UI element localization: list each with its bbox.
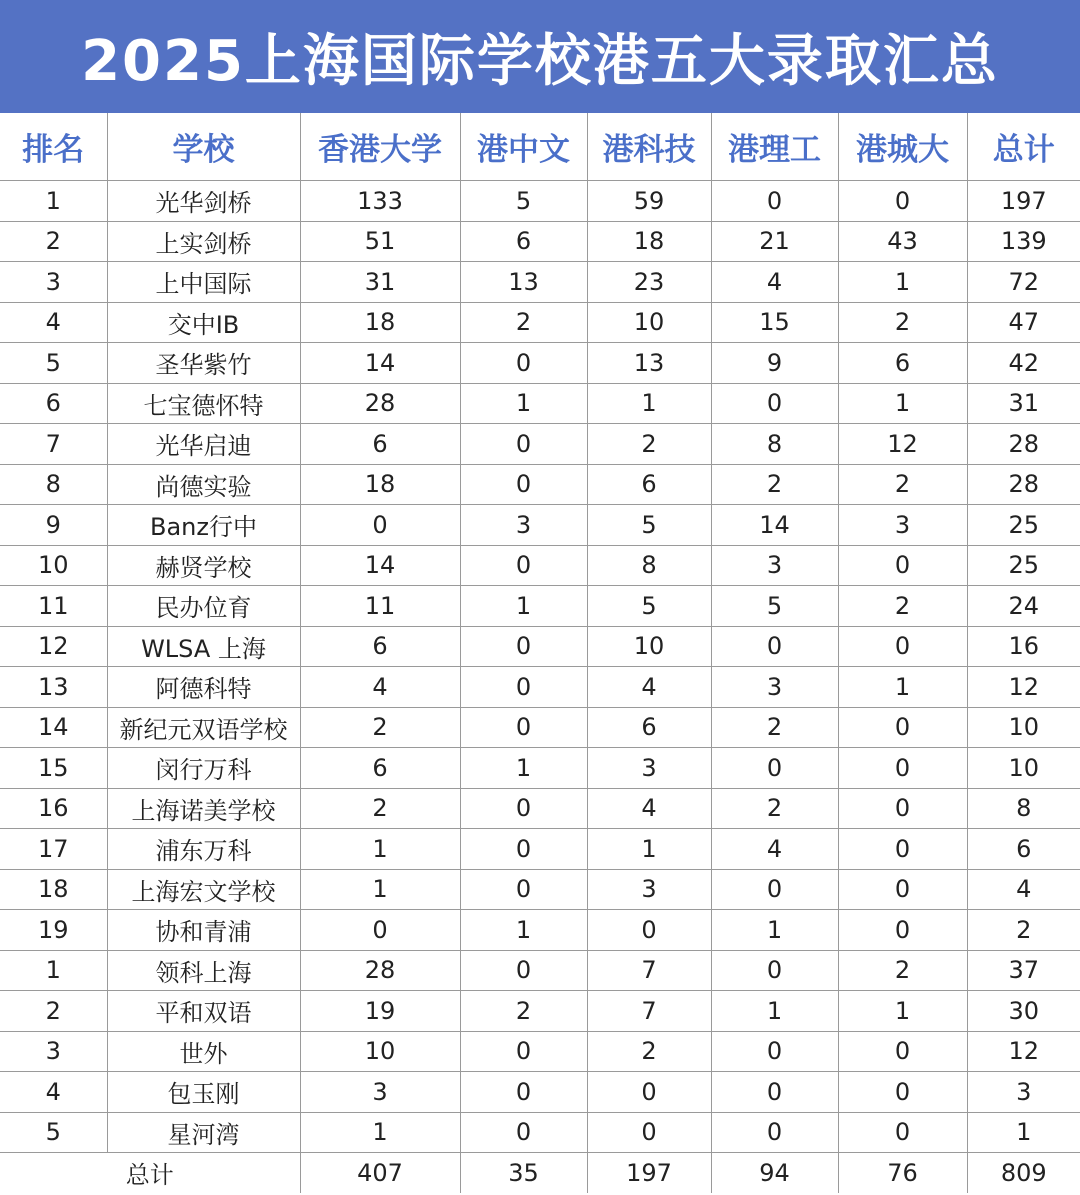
rank-cell: 18 — [0, 869, 107, 910]
value-cell: 28 — [967, 424, 1080, 465]
value-cell: 8 — [967, 788, 1080, 829]
table-row — [0, 383, 1080, 424]
value-cell: 10 — [587, 302, 711, 343]
value-cell: 0 — [460, 667, 587, 708]
value-cell: 0 — [838, 1072, 967, 1113]
school-cell: 光华启迪 — [107, 424, 300, 465]
value-cell: 0 — [838, 748, 967, 789]
value-cell: 10 — [587, 626, 711, 667]
value-cell: 4 — [711, 829, 838, 870]
rank-cell: 6 — [0, 383, 107, 424]
table-row — [0, 424, 1080, 465]
value-cell: 4 — [300, 667, 460, 708]
value-cell: 5 — [460, 181, 587, 222]
rank-cell: 17 — [0, 829, 107, 870]
column-header: 香港大学 — [300, 113, 460, 181]
value-cell: 14 — [300, 545, 460, 586]
school-cell: 协和青浦 — [107, 910, 300, 951]
column-header: 排名 — [0, 113, 107, 181]
value-cell: 133 — [300, 181, 460, 222]
value-cell: 0 — [838, 1031, 967, 1072]
value-cell: 37 — [967, 950, 1080, 991]
rank-cell: 4 — [0, 302, 107, 343]
school-cell: WLSA 上海 — [107, 626, 300, 667]
table-row — [0, 545, 1080, 586]
value-cell: 28 — [300, 383, 460, 424]
value-cell: 2 — [711, 464, 838, 505]
value-cell: 2 — [460, 302, 587, 343]
value-cell: 59 — [587, 181, 711, 222]
school-cell: 领科上海 — [107, 950, 300, 991]
table-row — [0, 788, 1080, 829]
value-cell: 0 — [460, 343, 587, 384]
total-value: 76 — [838, 1153, 967, 1193]
value-cell: 0 — [711, 1031, 838, 1072]
school-cell: 闵行万科 — [107, 748, 300, 789]
table-row — [0, 464, 1080, 505]
value-cell: 1 — [300, 829, 460, 870]
value-cell: 18 — [587, 221, 711, 262]
value-cell: 43 — [838, 221, 967, 262]
school-cell: 包玉刚 — [107, 1072, 300, 1113]
rank-cell: 12 — [0, 626, 107, 667]
value-cell: 0 — [711, 626, 838, 667]
value-cell: 0 — [711, 383, 838, 424]
value-cell: 2 — [300, 707, 460, 748]
value-cell: 31 — [300, 262, 460, 303]
value-cell: 6 — [838, 343, 967, 384]
rank-cell: 2 — [0, 221, 107, 262]
rank-cell: 7 — [0, 424, 107, 465]
rank-cell: 3 — [0, 262, 107, 303]
value-cell: 3 — [838, 505, 967, 546]
value-cell: 3 — [711, 667, 838, 708]
value-cell: 12 — [967, 667, 1080, 708]
table-header-row — [0, 113, 1080, 181]
value-cell: 10 — [967, 707, 1080, 748]
value-cell: 0 — [587, 910, 711, 951]
total-value: 35 — [460, 1153, 587, 1193]
value-cell: 23 — [587, 262, 711, 303]
value-cell: 4 — [967, 869, 1080, 910]
value-cell: 1 — [967, 1112, 1080, 1153]
value-cell: 14 — [711, 505, 838, 546]
value-cell: 0 — [460, 869, 587, 910]
school-cell: 新纪元双语学校 — [107, 707, 300, 748]
table-row — [0, 505, 1080, 546]
value-cell: 6 — [587, 464, 711, 505]
value-cell: 0 — [300, 910, 460, 951]
table-row — [0, 221, 1080, 262]
value-cell: 0 — [460, 829, 587, 870]
admissions-table — [0, 113, 1080, 1193]
rank-cell: 3 — [0, 1031, 107, 1072]
value-cell: 0 — [587, 1112, 711, 1153]
value-cell: 2 — [587, 1031, 711, 1072]
value-cell: 0 — [460, 950, 587, 991]
table-row — [0, 869, 1080, 910]
column-header: 总计 — [967, 113, 1080, 181]
table-row — [0, 910, 1080, 951]
value-cell: 0 — [838, 869, 967, 910]
value-cell: 10 — [967, 748, 1080, 789]
value-cell: 0 — [587, 1072, 711, 1113]
value-cell: 5 — [711, 586, 838, 627]
table-row — [0, 1031, 1080, 1072]
value-cell: 1 — [300, 869, 460, 910]
value-cell: 1 — [711, 991, 838, 1032]
school-cell: 赫贤学校 — [107, 545, 300, 586]
value-cell: 15 — [711, 302, 838, 343]
rank-cell: 16 — [0, 788, 107, 829]
value-cell: 0 — [838, 788, 967, 829]
school-cell: 七宝德怀特 — [107, 383, 300, 424]
total-value: 197 — [587, 1153, 711, 1193]
rank-cell: 9 — [0, 505, 107, 546]
value-cell: 72 — [967, 262, 1080, 303]
value-cell: 3 — [300, 1072, 460, 1113]
table-body — [0, 181, 1080, 1193]
value-cell: 0 — [460, 1072, 587, 1113]
value-cell: 3 — [711, 545, 838, 586]
value-cell: 13 — [587, 343, 711, 384]
total-value: 407 — [300, 1153, 460, 1193]
value-cell: 0 — [460, 1112, 587, 1153]
value-cell: 28 — [300, 950, 460, 991]
value-cell: 197 — [967, 181, 1080, 222]
table-row — [0, 181, 1080, 222]
value-cell: 4 — [711, 262, 838, 303]
value-cell: 13 — [460, 262, 587, 303]
table-row — [0, 829, 1080, 870]
value-cell: 1 — [587, 383, 711, 424]
table-row — [0, 748, 1080, 789]
value-cell: 0 — [838, 181, 967, 222]
column-header: 学校 — [107, 113, 300, 181]
value-cell: 0 — [838, 829, 967, 870]
value-cell: 1 — [587, 829, 711, 870]
value-cell: 24 — [967, 586, 1080, 627]
rank-cell: 11 — [0, 586, 107, 627]
value-cell: 0 — [460, 424, 587, 465]
table-row — [0, 1072, 1080, 1113]
rank-cell: 19 — [0, 910, 107, 951]
value-cell: 12 — [967, 1031, 1080, 1072]
value-cell: 6 — [300, 748, 460, 789]
school-cell: 平和双语 — [107, 991, 300, 1032]
rank-cell: 1 — [0, 950, 107, 991]
value-cell: 2 — [838, 464, 967, 505]
value-cell: 2 — [300, 788, 460, 829]
table-row — [0, 586, 1080, 627]
value-cell: 47 — [967, 302, 1080, 343]
value-cell: 1 — [838, 383, 967, 424]
value-cell: 25 — [967, 545, 1080, 586]
value-cell: 6 — [460, 221, 587, 262]
school-cell: 上海诺美学校 — [107, 788, 300, 829]
value-cell: 1 — [838, 262, 967, 303]
table-row — [0, 343, 1080, 384]
value-cell: 4 — [587, 667, 711, 708]
rank-cell: 2 — [0, 991, 107, 1032]
school-cell: 世外 — [107, 1031, 300, 1072]
value-cell: 0 — [711, 869, 838, 910]
school-cell: 交中IB — [107, 302, 300, 343]
school-cell: 浦东万科 — [107, 829, 300, 870]
value-cell: 0 — [711, 1112, 838, 1153]
value-cell: 3 — [460, 505, 587, 546]
value-cell: 0 — [300, 505, 460, 546]
value-cell: 0 — [838, 545, 967, 586]
rank-cell: 1 — [0, 181, 107, 222]
table-row — [0, 626, 1080, 667]
rank-cell: 10 — [0, 545, 107, 586]
value-cell: 2 — [460, 991, 587, 1032]
table-row — [0, 302, 1080, 343]
value-cell: 3 — [587, 748, 711, 789]
value-cell: 0 — [460, 1031, 587, 1072]
value-cell: 0 — [838, 910, 967, 951]
value-cell: 7 — [587, 950, 711, 991]
value-cell: 1 — [838, 667, 967, 708]
column-header: 港科技 — [587, 113, 711, 181]
value-cell: 12 — [838, 424, 967, 465]
rank-cell: 8 — [0, 464, 107, 505]
value-cell: 1 — [300, 1112, 460, 1153]
school-cell: 圣华紫竹 — [107, 343, 300, 384]
value-cell: 5 — [587, 505, 711, 546]
rank-cell: 4 — [0, 1072, 107, 1113]
value-cell: 7 — [587, 991, 711, 1032]
value-cell: 8 — [587, 545, 711, 586]
value-cell: 2 — [838, 950, 967, 991]
value-cell: 0 — [711, 1072, 838, 1113]
value-cell: 21 — [711, 221, 838, 262]
value-cell: 0 — [460, 626, 587, 667]
value-cell: 0 — [460, 464, 587, 505]
value-cell: 28 — [967, 464, 1080, 505]
rank-cell: 13 — [0, 667, 107, 708]
rank-cell: 14 — [0, 707, 107, 748]
value-cell: 42 — [967, 343, 1080, 384]
value-cell: 6 — [300, 626, 460, 667]
value-cell: 9 — [711, 343, 838, 384]
value-cell: 6 — [587, 707, 711, 748]
value-cell: 139 — [967, 221, 1080, 262]
column-header: 港城大 — [838, 113, 967, 181]
value-cell: 3 — [967, 1072, 1080, 1113]
table-row — [0, 667, 1080, 708]
school-cell: 光华剑桥 — [107, 181, 300, 222]
value-cell: 1 — [460, 586, 587, 627]
table-row — [0, 991, 1080, 1032]
value-cell: 2 — [711, 707, 838, 748]
value-cell: 14 — [300, 343, 460, 384]
value-cell: 25 — [967, 505, 1080, 546]
value-cell: 18 — [300, 464, 460, 505]
school-cell: 星河湾 — [107, 1112, 300, 1153]
total-label: 总计 — [0, 1153, 300, 1193]
school-cell: 上海宏文学校 — [107, 869, 300, 910]
school-cell: 民办位育 — [107, 586, 300, 627]
table-row — [0, 1112, 1080, 1153]
value-cell: 0 — [711, 950, 838, 991]
value-cell: 0 — [838, 626, 967, 667]
column-header: 港理工 — [711, 113, 838, 181]
value-cell: 11 — [300, 586, 460, 627]
value-cell: 0 — [711, 748, 838, 789]
value-cell: 0 — [460, 545, 587, 586]
value-cell: 2 — [838, 302, 967, 343]
value-cell: 8 — [711, 424, 838, 465]
value-cell: 2 — [711, 788, 838, 829]
value-cell: 1 — [460, 383, 587, 424]
rank-cell: 5 — [0, 343, 107, 384]
value-cell: 51 — [300, 221, 460, 262]
table-row — [0, 707, 1080, 748]
rank-cell: 5 — [0, 1112, 107, 1153]
value-cell: 6 — [967, 829, 1080, 870]
value-cell: 0 — [711, 181, 838, 222]
total-value: 809 — [967, 1153, 1080, 1193]
school-cell: Banz行中 — [107, 505, 300, 546]
value-cell: 1 — [460, 910, 587, 951]
value-cell: 16 — [967, 626, 1080, 667]
page-title: 2025上海国际学校港五大录取汇总 — [0, 0, 1080, 113]
column-header: 港中文 — [460, 113, 587, 181]
value-cell: 31 — [967, 383, 1080, 424]
table-row — [0, 950, 1080, 991]
value-cell: 30 — [967, 991, 1080, 1032]
total-row — [0, 1153, 1080, 1193]
value-cell: 10 — [300, 1031, 460, 1072]
value-cell: 0 — [460, 707, 587, 748]
table-row — [0, 262, 1080, 303]
total-value: 94 — [711, 1153, 838, 1193]
value-cell: 0 — [460, 788, 587, 829]
value-cell: 5 — [587, 586, 711, 627]
value-cell: 6 — [300, 424, 460, 465]
value-cell: 2 — [838, 586, 967, 627]
value-cell: 1 — [460, 748, 587, 789]
value-cell: 2 — [587, 424, 711, 465]
value-cell: 19 — [300, 991, 460, 1032]
value-cell: 18 — [300, 302, 460, 343]
value-cell: 1 — [711, 910, 838, 951]
value-cell: 0 — [838, 707, 967, 748]
value-cell: 3 — [587, 869, 711, 910]
value-cell: 4 — [587, 788, 711, 829]
school-cell: 上中国际 — [107, 262, 300, 303]
rank-cell: 15 — [0, 748, 107, 789]
value-cell: 2 — [967, 910, 1080, 951]
value-cell: 1 — [838, 991, 967, 1032]
value-cell: 0 — [838, 1112, 967, 1153]
school-cell: 阿德科特 — [107, 667, 300, 708]
school-cell: 尚德实验 — [107, 464, 300, 505]
school-cell: 上实剑桥 — [107, 221, 300, 262]
